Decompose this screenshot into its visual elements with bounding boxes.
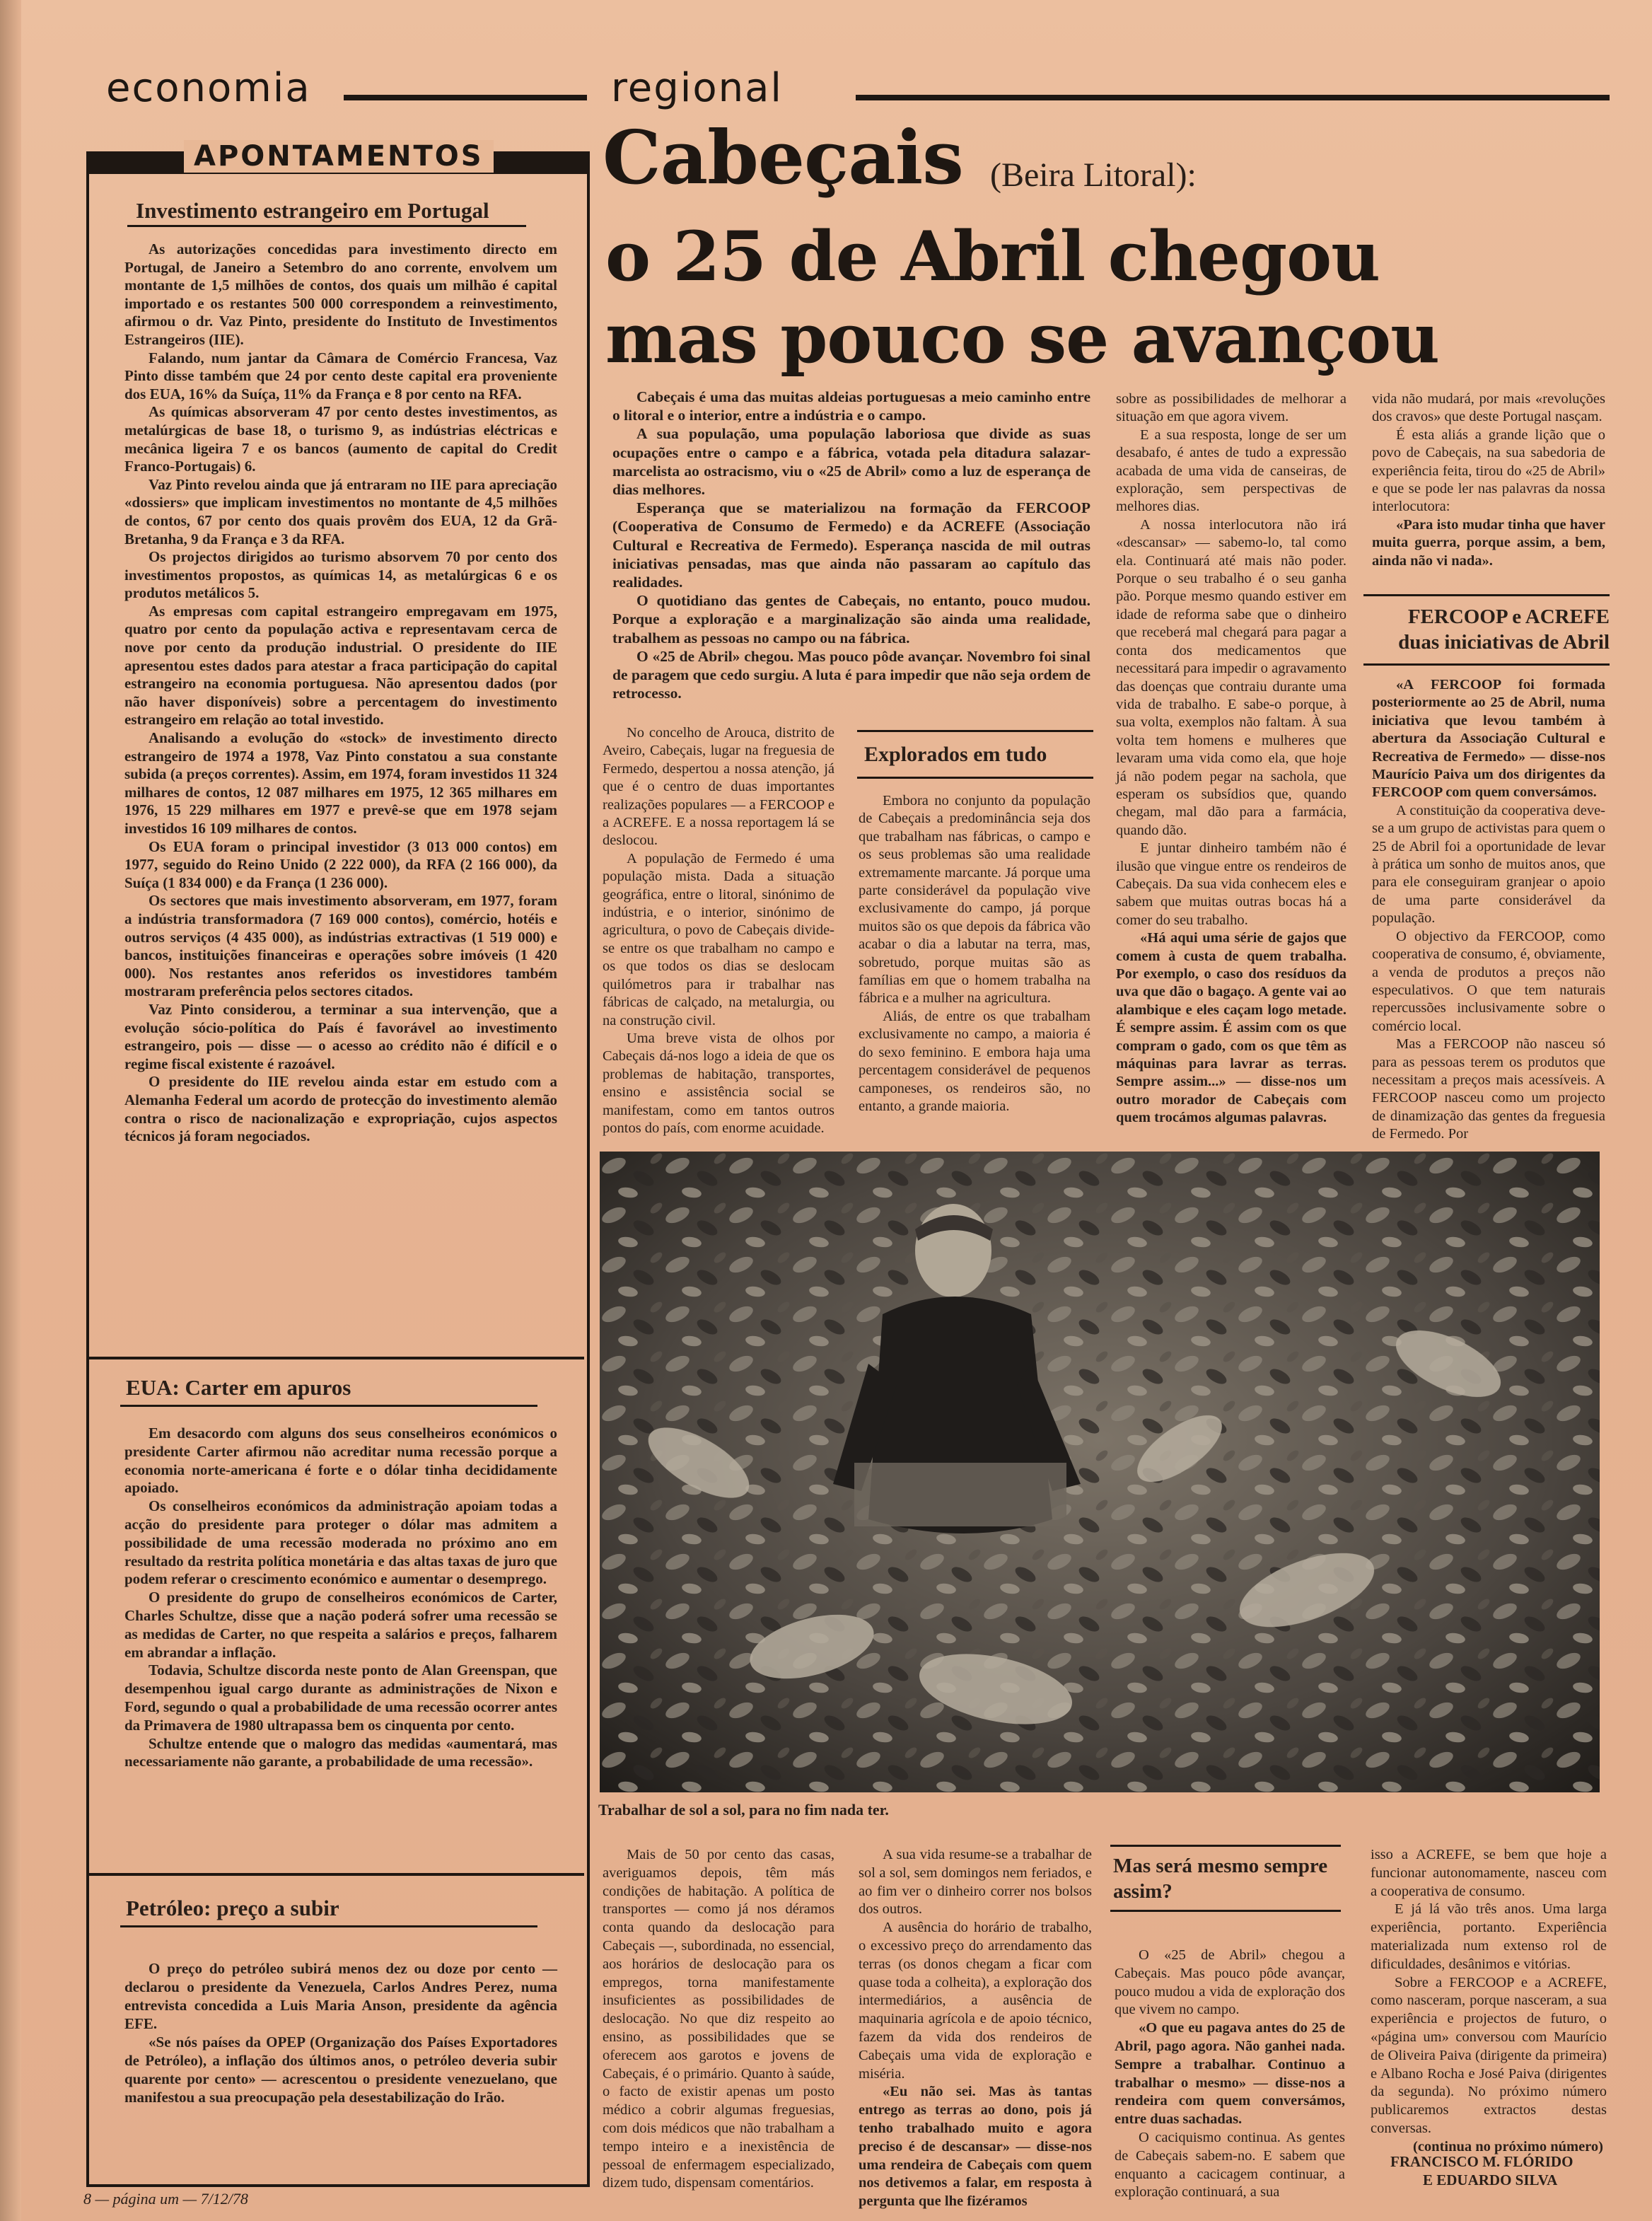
subhead-explorados-rule	[857, 730, 1093, 732]
subhead-sempre-rule	[1110, 1845, 1341, 1847]
article-photo-farmer	[600, 1152, 1600, 1792]
photo-caption: Trabalhar de sol a sol, para no fim nada ter.	[598, 1801, 889, 1819]
article-lead: Cabeçais é uma das muitas aldeias portuguesas a meio caminho entre o litoral e o interior, entre a indústria e o campo. A sua população, uma população laboriosa que divide as suas ocupações entre o campo e a fábrica, votada pela ditadura salazar-marcelista ao ostracismo, viu o «25 de Abril» como a luz de esperança de dias melhores. Esperança que se materializou na formação da FERCOOP (Cooperativa de Consumo de Fermedo) e da ACREFE (Associação Cultural e Recreativa de Fermedo). Esperança nascida de mil outras iniciativas pensadas, mas que ainda não passaram ao capítulo das realidades. O quotidiano das gentes de Cabeçais, no entanto, pouco mudou. Porque a exploração e a marginalização são ainda uma realidade, trabalhem as pessoas no campo ou na fábrica. O «25 de Abril» chegou. Mas pouco pôde avançar. Novembro foi sinal de paragem que cedo surgiu. A luta é para impedir que não seja ordem de retrocesso.	[612, 388, 1090, 702]
page-footer: 8 — página um — 7/12/78	[83, 2190, 248, 2208]
subhead-fercoop: FERCOOP e ACREFE duas iniciativas de Abril	[1398, 605, 1610, 654]
sidebar-divider-2	[89, 1873, 584, 1876]
subhead-underline-1	[127, 225, 526, 227]
subhead-sempre-rule-2	[1110, 1910, 1341, 1912]
subhead-underline-3	[120, 1925, 537, 1927]
section-regional: regional	[611, 65, 783, 111]
section-economia: economia	[106, 65, 311, 111]
subhead-fercoop-rule	[1363, 594, 1610, 596]
sidebar-subhead-investimento: Investimento estrangeiro em Portugal	[136, 198, 489, 223]
subhead-underline-2	[120, 1405, 537, 1407]
sidebar-article-carter: Em desacordo com alguns dos seus conselheiros económicos o presidente Carter afirmou não acreditar numa recessão porque a economia norte-americana é forte e o dólar tinha decididamente apoiado. Os conselheiros económicos da administração apoiam todas a acção do presidente para proteger o dólar mas admitem a possibilidade de uma recessão moderada no próximo ano em resultado da restrita política monetária e das altas taxas de juro que podem referar o crescimento económico e aumentar o desemprego. O presidente do grupo de conselheiros económicos de Carter, Charles Schultze, disse que a nação poderá sofrer uma recessão se as medidas de Carter, no que respeita a salários e preços, falharem em abrandar a inflação. Todavia, Schultze discorda neste ponto de Alan Greenspan, que desempenhou igual cargo durante as administrações de Nixon e Ford, segundo o qual a probabilidade de uma recessão ocorrer antes da Primavera de 1980 ultrapassa bem os cinquenta por cento. Schultze entende que o malogro das medidas «aumentará, mas necessariamente não garante, a probabilidade de uma recessão».	[124, 1425, 557, 1770]
sidebar-subhead-carter: EUA: Carter em apuros	[126, 1375, 351, 1400]
article-column-f: A sua vida resume-se a trabalhar de sol a sol, sem domingos nem feriados, e ao fim ver o dinheiro correr nos bolsos dos outros. A ausência do horário de trabalho, o excessivo preço do arrendamento das terras (os donos chegam a ficar com quase toda a colheita), a exploração dos intermediários, a ausência de maquinaria agrícola e de apoio técnico, fazem da vida dos rendeiros de Cabeçais uma vida de exploração e miséria. «Eu não sei. Mas às tantas entrego as terras ao dono, pois já tenho trabalhado muito e agora preciso é de descansar» — disse-nos uma rendeira de Cabeçais com quem nos detivemos a falar, em resposta à pergunta que lhe fizéramos	[859, 1847, 1092, 2210]
article-column-e: Mais de 50 por cento das casas, averiguamos depois, têm más condições de habitação. A política de transportes — como já nos déramos conta quando da deslocação para Cabeçais —, subordinada, no essencial, aos horários de deslocação para os empregos, torna manifestamente insuficientes as possibilidades de deslocação. No que diz respeito ao ensino, as possibilidades que se oferecem aos garotos e jovens de Cabeçais, é o primário. Quanto à saúde, o facto de existir apenas um posto médico a cobrir algumas freguesias, com dois médicos que não trabalham a tempo inteiro e a inexistência de pessoal de enfermagem especializado, dizem tudo, dispensam comentários.	[603, 1847, 834, 2191]
article-column-a: No concelho de Arouca, distrito de Aveiro, Cabeçais, lugar na freguesia de Fermedo, despertou a nossa atenção, já que é o centro de duas importantes realizações populares — a FERCOOP e a ACREFE. E a nossa reportagem lá se deslocou. A população de Fermedo é uma população mista. Dada a situação geográfica, entre o litoral, sinónimo de indústria, e o interior, sinónimo de agricultura, o povo de Cabeçais divide-se entre os que trabalham no campo e os que todos os dias se deslocam quilómetros para ir trabalhar nas fábricas de calçado, na metalurgia, ou na construção civil. Uma breve vista de olhos por Cabeçais dá-nos logo a ideia de que os problemas de habitação, transportes, ensino e assistência social se manifestam, como em tantos outros pontos do país, com enorme acuidade.	[603, 725, 834, 1136]
subhead-sempre: Mas será mesmo sempre assim?	[1113, 1855, 1328, 1903]
subhead-explorados: Explorados em tudo	[864, 743, 1047, 766]
article-column-d-bottom: «A FERCOOP foi formada posteriormente ao 25 de Abril, numa iniciativa que levou também à abertura da Associação Cultural e Recreativa de Fermedo» — disse-nos Maurício Paiva um dos dirigentes da FERCOOP com quem conversámos. A constituição da cooperativa deve-se a um grupo de activistas para quem o 25 de Abril foi a oportunidade de levar à prática um sonho de muitos anos, que para ele conseguiram granjear o apoio de uma parte considerável da população. O objectivo da FERCOOP, como cooperativa de consumo, é, obviamente, a venda de produtos a preços não especulativos. O que tem naturais repercussões inclusivamente sobre o comércio local. Mas a FERCOOP não nasceu só para as pessoas terem os produtos que necessitam a preços mais acessíveis. A FERCOOP nasceu como um projecto de dinamização das gentes da freguesia de Fermedo. Por	[1372, 677, 1605, 1142]
headline-region: (Beira Litoral):	[990, 156, 1197, 194]
sidebar-divider-1	[89, 1357, 584, 1359]
page-spine	[0, 0, 21, 2221]
header-rule-left	[344, 95, 587, 100]
headline-line-3: mas pouco se avançou	[605, 298, 1439, 378]
article-column-c: sobre as possibilidades de melhorar a situação em que agora vivem. E a sua resposta, longe de ser um desabafo, é antes de tudo a expressão acabada de uma vida de canseiras, de exploração, sem perspectivas de melhores dias. A nossa interlocutora não irá «descansar» — sabemo-lo, tal como ela. Continuará até mais não poder. Porque o seu trabalho é o seu ganha pão. Porque mesmo quando estiver em idade de reforma sabe que o dinheiro que receberá mal chegará para pagar a conta dos medicamentos que necessitará para impedir o agravamento das doenças que contraiu durante uma vida de trabalho. E sabe-o porque, à sua volta, exemplos não faltam. À sua volta tem homens e mulheres que levaram uma vida como ela, que hoje já não podem pegar na sachola, que esperam os subsídios que, quando chegam, mal dão para a farmácia, quando dão. E juntar dinheiro também não é ilusão que vingue entre os rendeiros de Cabeçais. Da sua vida conhecem eles e sabem que muitas outras bocas há a comer do seu trabalho. «Há aqui uma série de gajos que comem à custa de quem trabalha. Por exemplo, o caso dos resíduos da uva que dão o bagaço. A gente vai ao alambique e eles caçam logo metade. É sempre assim. É assim com os que compram o gado, com os que têm as máquinas para lavrar as terras. Sempre assim...» — disse-nos um outro morador de Cabeçais com quem trocámos algumas palavras.	[1116, 391, 1346, 1126]
article-column-d-top: vida não mudará, por mais «revoluções dos cravos» que deste Portugal nasçam. É esta aliás a grande lição que o povo de Cabeçais, na sua sabedoria de experiência feita, tirou do «25 de Abril» e que se pode ler nas palavras da nossa interlocutora: «Para isto mudar tinha que haver muita guerra, porque assim, a bem, ainda não vi nada».	[1372, 391, 1605, 569]
headline-line-2: o 25 de Abril chegou	[605, 216, 1380, 296]
subhead-explorados-rule-2	[857, 777, 1093, 779]
byline-1: FRANCISCO M. FLÓRIDO	[1390, 2153, 1574, 2170]
sidebar-article-investimento: As autorizações concedidas para investimento directo em Portugal, de Janeiro a Setembro do ano corrente, envolvem um montante de 1,5 milhões de contos, dos quais um milhão é capital importado e os restantes 500 000 correspondem a reinvestimento, afirmou o dr. Vaz Pinto, presidente do Instituto de Investimentos Estrangeiros (IIE). Falando, num jantar da Câmara de Comércio Francesa, Vaz Pinto disse também que 24 por cento deste capital era proveniente dos EUA, 16% da Suíça, 11% da França e 8 por cento na RFA. As químicas absorveram 47 por cento destes investimentos, as metalúrgicas de base 18, o turismo 9, as indústrias eléctricas e mecânica ligeira 7 e os bancos (aumento de capital do Credit Franco-Portugais) 6. Vaz Pinto revelou ainda que já entraram no IIE para apreciação «dossiers» que implicam investimentos no montante de 4,5 milhões de contos, 67 por cento dos quais provêm dos EUA, 12 da Grã-Bretanha, 9 da França e 3 da RFA. Os projectos dirigidos ao turismo absorvem 70 por cento dos investimentos propostos, as químicas 14, as metalúrgicas 6 e os produtos metálicos 5. As empresas com capital estrangeiro empregavam em 1975, quatro por cento da população activa e representavam cerca de nove por cento da produção industrial. O presidente do IIE apresentou estes dados para atestar a fraca participação do capital estrangeiro na economia portuguesa. Não apresentou dados (por não haver disponíveis) sobre a percentagem do investimento estrangeiro em relação ao total investido. Analisando a evolução do «stock» de investimento directo estrangeiro de 1974 a 1978, Vaz Pinto constatou a sua constante subida (a preços correntes). Assim, em 1974, foram investidos 11 324 milhares de contos, 12 087 milhares em 1975, 12 365 milhares em 1976, 15 229 milhares em 1977 e prevê-se que em 1978 sejam investidos 16 109 milhares de contos. Os EUA foram o principal investidor (3 013 000 contos) em 1977, seguido do Reino Unido (2 222 000), da RFA (2 166 000), da Suíça (1 834 000) e da França (1 236 000). Os sectores que mais investimento absorveram, em 1977, foram a indústria transformadora (7 169 000 contos), comércio, hotéis e outros serviços (4 435 000), as indústrias extractivas (1 519 000) e bancos, instituições financeiras e operações sobre imóveis (1 420 000). Nos restantes anos referidos os investidores também mostraram preferência pelos sectores citados. Vaz Pinto considerou, a terminar a sua intervenção, que a evolução sócio-política do País é favorável ao investimento estrangeiro, pois — disse — o acesso ao crédito não é difícil e o regime fiscal existente é razoável. O presidente do IIE revelou ainda estar em estudo com a Alemanha Federal um acordo de protecção do investimento alemão contra o risco de nacionalização e expropriação, cujos aspectos técnicos já foram negociados.	[124, 240, 557, 1145]
apontamentos-title: APONTAMENTOS	[184, 140, 494, 173]
photo-illustration	[600, 1152, 1600, 1792]
sidebar-article-petroleo: O preço do petróleo subirá menos dez ou doze por cento — declarou o presidente da Venezuela, Carlos Andres Perez, numa entrevista concedida a Luis Maria Anson, presidente da agência EFE. «Se nós países da OPEP (Organização dos Países Exportadores de Petróleo), a inflação dos últimos anos, o petróleo deveria subir quarente por cento» — acrescentou o presidente venezuelano, que manifestou a sua preocupação pela desestabilização do Irão.	[124, 1960, 557, 2106]
subhead-fercoop-rule-2	[1363, 663, 1610, 666]
header-rule-right	[856, 95, 1610, 100]
article-column-g: O «25 de Abril» chegou a Cabeçais. Mas pouco pôde avançar, pouco mudou a vida de exploração dos que vivem no campo. «O que eu pagava antes do 25 de Abril, pago agora. Não ganhei nada. Sempre a trabalhar. Continuo a trabalhar o mesmo» — disse-nos a rendeira com quem conversámos, entre duas sachadas. O caciquismo continua. As gentes de Cabeçais sabem-no. E sabem que enquanto a cacicagem continuar, a exploração continuará, a sua	[1115, 1947, 1345, 2200]
article-column-b: Embora no conjunto da população de Cabeçais a predominância seja dos que trabalham nas fábricas, o campo e os seus problemas são uma realidade extremamente marcante. Já porque uma parte considerável da população vive exclusivamente do campo, já porque muitos são os que depois da fábrica vão acabar o dia a labutar na terra, mas, sobretudo, porque muitas são as famílias em que o homem trabalha na fábrica e a mulher na agricultura. Aliás, de entre os que trabalham exclusivamente no campo, a maioria é do sexo feminino. E embora haja uma percentagem considerável de pequenos camponeses, os rendeiros são, no entanto, a grande maioria.	[859, 793, 1090, 1114]
byline-2: E EDUARDO SILVA	[1423, 2171, 1558, 2188]
headline-cabecais: Cabeçais	[603, 114, 963, 201]
article-column-h: isso a ACREFE, se bem que hoje a funcionar autonomamente, nasceu com a cooperativa de consumo. E já lá vão três anos. Uma larga experiência, portanto. Experiência materializada num extenso rol de dificuldades, desânimos e vitórias. Sobre a FERCOOP e a ACREFE, como nasceram, porque nasceram, a sua experiência e projectos de futuro, o «página um» conversou com Maurício de Oliveira Paiva (dirigente da primeira) e Albano Rocha e José Paiva (dirigentes da segunda). No próximo número publicaremos extractos destas conversas. (continua no próximo número)	[1371, 1847, 1607, 2155]
sidebar-subhead-petroleo: Petróleo: preço a subir	[126, 1896, 339, 1920]
